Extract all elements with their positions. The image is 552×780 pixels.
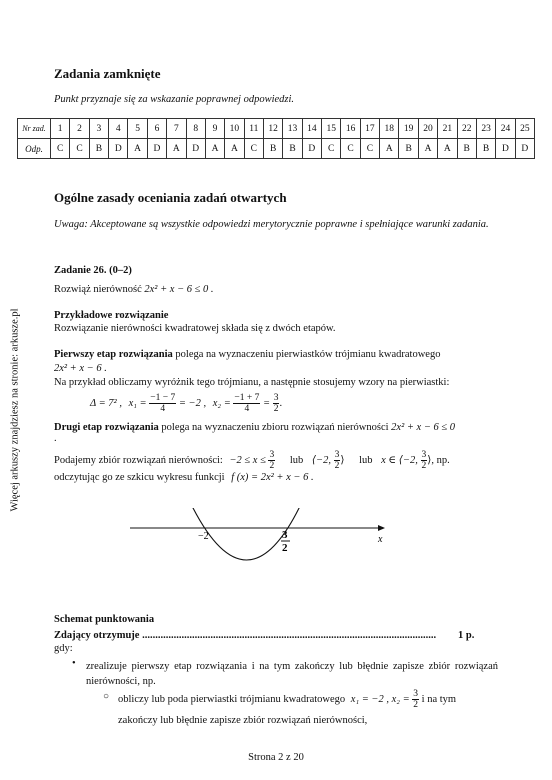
set-a-den: 2	[269, 461, 275, 471]
row-label-nr: Nr zad.	[18, 119, 51, 139]
table-cell-answer: B	[263, 139, 282, 159]
table-cell-answer: C	[360, 139, 379, 159]
stage2-bold: Drugi etap rozwiązania	[54, 422, 159, 433]
side-watermark-text: Więcej arkuszy znajdziesz na stronie: arkusze.pl	[9, 308, 21, 512]
table-cell-number: 11	[244, 119, 263, 139]
set-b-den: 2	[334, 461, 340, 471]
sub1-frac	[412, 689, 419, 710]
table-cell-number: 6	[147, 119, 166, 139]
stage2-text: polega na wyznaczeniu zbioru rozwiązań nierówności	[161, 422, 389, 433]
x2-vnum: 3	[273, 393, 279, 403]
example-text: Rozwiązanie nierówności kwadratowej składa się z dwóch etapów.	[54, 323, 336, 334]
x2-value-fraction	[273, 393, 280, 414]
table-cell-number: 23	[476, 119, 495, 139]
scoring-gdy: gdy:	[54, 643, 73, 654]
sub1-x1: x₁ = −2 ,	[350, 693, 390, 705]
answer-table-number-row	[18, 119, 535, 139]
stage1-paragraph	[54, 348, 499, 390]
table-cell-number: 8	[186, 119, 205, 139]
stage2-paragraph	[54, 422, 504, 444]
root-label-num: 3	[282, 529, 288, 541]
x2-eq: =	[263, 397, 271, 409]
roots-formula: Δ = 7² , x₁ = $\frac{-1 - 7}{4}$ = −2 , x₂ = $\frac{-1 + 7}{4}$ = $\frac{3}{2}$ .	[90, 393, 283, 414]
set-a-num: 3	[269, 450, 275, 460]
set-a-frac	[268, 450, 275, 471]
table-cell-answer: D	[109, 139, 128, 159]
set-c-den: 2	[421, 461, 427, 471]
x2-label: x₂ =	[212, 397, 231, 409]
lub-1: lub	[289, 454, 304, 466]
scoring-points: 1 p.	[458, 630, 475, 641]
x2-num: −1 + 7	[234, 393, 260, 403]
side-watermark	[8, 230, 22, 590]
example-title: Przykładowe rozwiązanie	[54, 310, 169, 321]
table-cell-number: 14	[302, 119, 321, 139]
sub1-num: 3	[413, 689, 419, 699]
table-cell-answer: B	[476, 139, 495, 159]
scoring-dots: ................................................................................................................	[142, 630, 437, 641]
x-axis-arrow	[378, 525, 385, 531]
table-cell-number: 24	[496, 119, 515, 139]
parabola-sketch	[130, 508, 400, 590]
delta: Δ = 7² ,	[90, 397, 122, 409]
root-label-minus2: −2	[198, 531, 209, 542]
table-cell-number: 16	[341, 119, 360, 139]
stage1-text2: Na przykład obliczamy wyróżnik tego trójmianu, a następnie stosujemy wzory na pierwiastki:	[54, 377, 450, 388]
sketch-line	[54, 472, 314, 483]
table-cell-answer: C	[341, 139, 360, 159]
sub1c: zakończy lub błędnie zapisze zbiór rozwiązań nierówności,	[118, 715, 368, 726]
set-a: −2 ≤ x ≤	[229, 454, 266, 466]
answer-table	[17, 118, 535, 159]
sub1b: i na tym	[421, 693, 457, 705]
table-cell-answer: A	[418, 139, 437, 159]
table-cell-number: 18	[380, 119, 399, 139]
function-formula: f (x) = 2x² + x − 6 .	[231, 472, 314, 483]
bullet-1: zrealizuje pierwszy etap rozwiązania i na tym zakończy lub błędnie zapisze zbiór rozwiązań nierówności, np.	[86, 661, 498, 687]
section-title-closed: Zadania zamknięte	[54, 66, 161, 81]
table-cell-number: 10	[225, 119, 244, 139]
table-cell-number: 20	[418, 119, 437, 139]
x1-fraction	[149, 393, 176, 414]
table-cell-answer: A	[225, 139, 244, 159]
sub-bullet-1	[118, 689, 456, 732]
table-cell-number: 15	[322, 119, 341, 139]
table-cell-answer: A	[128, 139, 147, 159]
sub1-den: 2	[413, 700, 419, 710]
set-c-frac	[421, 450, 428, 471]
bullet-dot-icon: •	[72, 658, 76, 669]
table-cell-number: 21	[438, 119, 457, 139]
table-cell-answer: D	[147, 139, 166, 159]
set-b-num: 3	[334, 450, 340, 460]
table-cell-number: 7	[167, 119, 186, 139]
set-b-frac	[334, 450, 341, 471]
stage2-math: 2x² + x − 6 ≤ 0	[391, 422, 456, 433]
table-cell-answer: D	[186, 139, 205, 159]
scoring-title: Schemat punktowania	[54, 614, 155, 625]
table-cell-number: 1	[51, 119, 70, 139]
x1-val: = −2 ,	[178, 397, 207, 409]
table-cell-answer: A	[380, 139, 399, 159]
table-cell-number: 25	[515, 119, 534, 139]
scoring-line	[54, 630, 498, 641]
table-cell-answer: C	[51, 139, 70, 159]
sketch-text: odczytując go ze szkicu wykresu funkcji	[54, 472, 225, 483]
circle-bullet-icon: ○	[103, 691, 110, 702]
task-prompt-text: Rozwiąż nierówność	[54, 284, 142, 295]
solution-set-line: Podajemy zbiór rozwiązań nierówności: −2 ≤ x ≤ $\frac{3}{2}$ lub ⟨−2, $\frac{3}{2}$ ⟩ lub x ∈ ⟨−2, $\frac{3}{2}$ ⟩, np.	[54, 450, 450, 471]
x1-num: −1 − 7	[150, 393, 176, 403]
table-cell-number: 13	[283, 119, 302, 139]
table-cell-number: 5	[128, 119, 147, 139]
answer-table-answer-row	[18, 139, 535, 159]
task-prompt	[54, 284, 214, 295]
stage2-dot: .	[54, 433, 57, 444]
x1-label: x₁ =	[128, 397, 147, 409]
section-note-open: Uwaga: Akceptowane są wszystkie odpowiedzi merytorycznie poprawne i spełniające warunki zadania.	[54, 219, 489, 230]
table-cell-answer: B	[89, 139, 108, 159]
table-cell-answer: A	[167, 139, 186, 159]
x2-vden: 2	[273, 404, 279, 414]
lub-2: lub	[359, 454, 373, 466]
table-cell-answer: D	[302, 139, 321, 159]
table-cell-answer: C	[70, 139, 89, 159]
stage1-text: polega na wyznaczeniu pierwiastków trójmianu kwadratowego	[175, 349, 441, 360]
set-c-num: 3	[421, 450, 427, 460]
np: , np.	[431, 454, 450, 466]
x2-fraction	[233, 393, 260, 414]
table-cell-number: 22	[457, 119, 476, 139]
table-cell-answer: A	[438, 139, 457, 159]
x2-den: 4	[244, 404, 250, 414]
section-title-open: Ogólne zasady oceniania zadań otwartych	[54, 190, 287, 205]
table-cell-answer: B	[457, 139, 476, 159]
table-cell-number: 3	[89, 119, 108, 139]
section-note-closed: Punkt przyznaje się za wskazanie poprawnej odpowiedzi.	[54, 94, 295, 105]
table-cell-number: 19	[399, 119, 418, 139]
row-label-odp: Odp.	[18, 139, 51, 159]
table-cell-answer: C	[322, 139, 341, 159]
scoring-line-bold: Zdający otrzymuje	[54, 630, 140, 641]
root-label-den: 2	[282, 542, 288, 554]
table-cell-answer: C	[244, 139, 263, 159]
table-cell-answer: D	[515, 139, 534, 159]
table-cell-answer: B	[283, 139, 302, 159]
set-b: ⟨−2,	[311, 454, 331, 466]
task-title: Zadanie 26. (0–2)	[54, 265, 132, 276]
x-axis-label: x	[378, 534, 383, 545]
table-cell-number: 12	[263, 119, 282, 139]
stage1-bold: Pierwszy etap rozwiązania	[54, 349, 173, 360]
table-cell-number: 2	[70, 119, 89, 139]
task-prompt-math: 2x² + x − 6 ≤ 0 .	[144, 284, 214, 295]
table-cell-number: 9	[205, 119, 224, 139]
table-cell-answer: D	[496, 139, 515, 159]
sub1-x2: x₂ =	[391, 693, 410, 705]
table-cell-number: 17	[360, 119, 379, 139]
x1-den: 4	[160, 404, 166, 414]
sub1a: obliczy lub poda pierwiastki trójmianu kwadratowego	[118, 693, 346, 705]
stage1-math: 2x² + x − 6 .	[54, 363, 107, 374]
table-cell-answer: B	[399, 139, 418, 159]
table-cell-number: 4	[109, 119, 128, 139]
page-footer: Strona 2 z 20	[248, 752, 304, 763]
table-cell-answer: A	[205, 139, 224, 159]
set-c: x ∈ ⟨−2,	[381, 454, 418, 466]
set-text: Podajemy zbiór rozwiązań nierówności:	[54, 454, 223, 466]
